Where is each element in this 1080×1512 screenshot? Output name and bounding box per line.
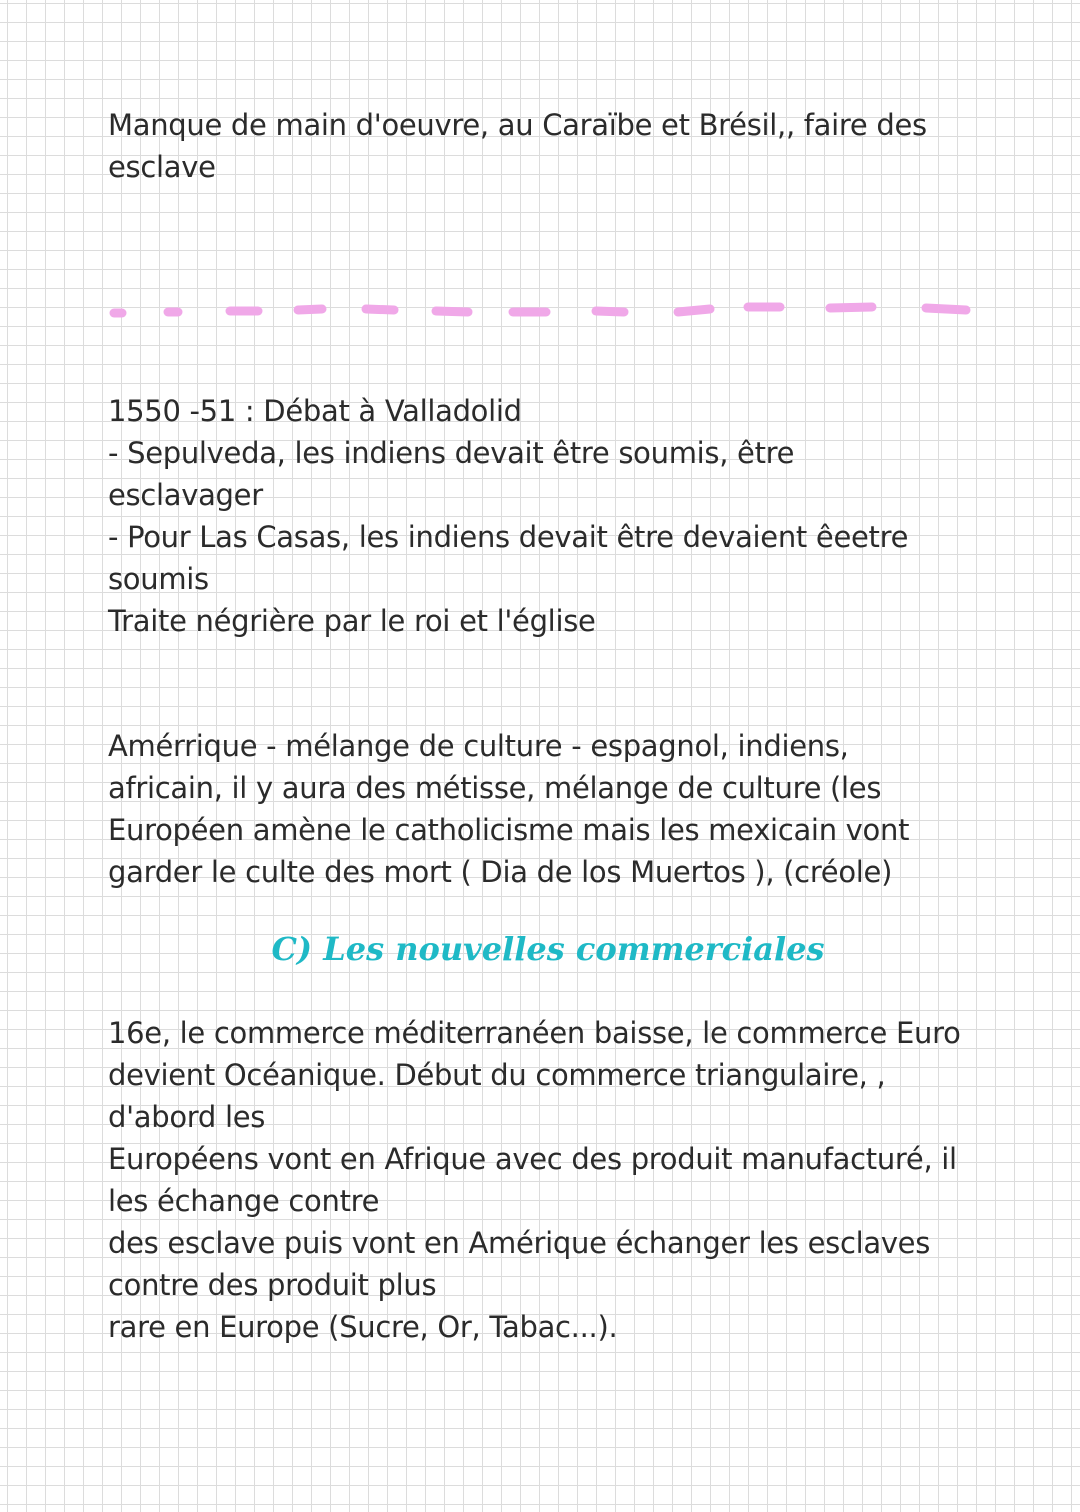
section-heading xyxy=(108,930,1008,968)
text-line: d'abord les xyxy=(108,1100,266,1134)
text-line: Manque de main d'oeuvre, au Caraïbe et Brésil,, faire des xyxy=(108,108,927,142)
divider-dash xyxy=(830,307,872,308)
text-line: esclavager xyxy=(108,478,263,512)
text-line: contre des produit plus xyxy=(108,1268,437,1302)
text-line: Européen amène le catholicisme mais les mexicain vont xyxy=(108,813,910,847)
text-line: 16e, le commerce méditerranéen baisse, le commerce Euro xyxy=(108,1016,961,1050)
text-line: devient Océanique. Début du commerce triangulaire, , xyxy=(108,1058,886,1092)
text-line: esclave xyxy=(108,150,216,184)
divider-dash xyxy=(678,309,710,312)
divider-dash xyxy=(298,309,322,310)
section-heading-text: C) Les nouvelles commerciales xyxy=(271,930,825,968)
text-line: les échange contre xyxy=(108,1184,380,1218)
divider-dash xyxy=(366,309,394,310)
note-page xyxy=(108,0,1008,1512)
text-line: soumis xyxy=(108,562,209,596)
text-line: des esclave puis vont en Amérique échanger les esclaves xyxy=(108,1226,931,1260)
text-line: Européens vont en Afrique avec des produit manufacturé, il xyxy=(108,1142,957,1176)
paragraph-triangular-trade xyxy=(108,1012,1008,1348)
text-line: Traite négrière par le roi et l'église xyxy=(108,604,596,638)
text-line: rare en Europe (Sucre, Or, Tabac...). xyxy=(108,1310,618,1344)
text-line: Amérrique - mélange de culture - espagnol, indiens, xyxy=(108,729,849,763)
text-line: africain, il y aura des métisse, mélange de culture (les xyxy=(108,771,882,805)
divider-dash xyxy=(926,308,966,310)
text-line: - Sepulveda, les indiens devait être soumis, être xyxy=(108,436,795,470)
paragraph-culture-mix xyxy=(108,725,1008,893)
text-line: garder le culte des mort ( Dia de los Muertos ), (créole) xyxy=(108,855,893,889)
paragraph-labor-shortage xyxy=(108,104,1008,188)
divider-dash xyxy=(436,311,468,312)
divider-dash xyxy=(596,311,624,312)
paragraph-valladolid-debate xyxy=(108,390,1008,642)
dashed-divider xyxy=(108,290,978,330)
text-line: 1550 -51 : Débat à Valladolid xyxy=(108,394,522,428)
text-line: - Pour Las Casas, les indiens devait être devaient êeetre xyxy=(108,520,909,554)
